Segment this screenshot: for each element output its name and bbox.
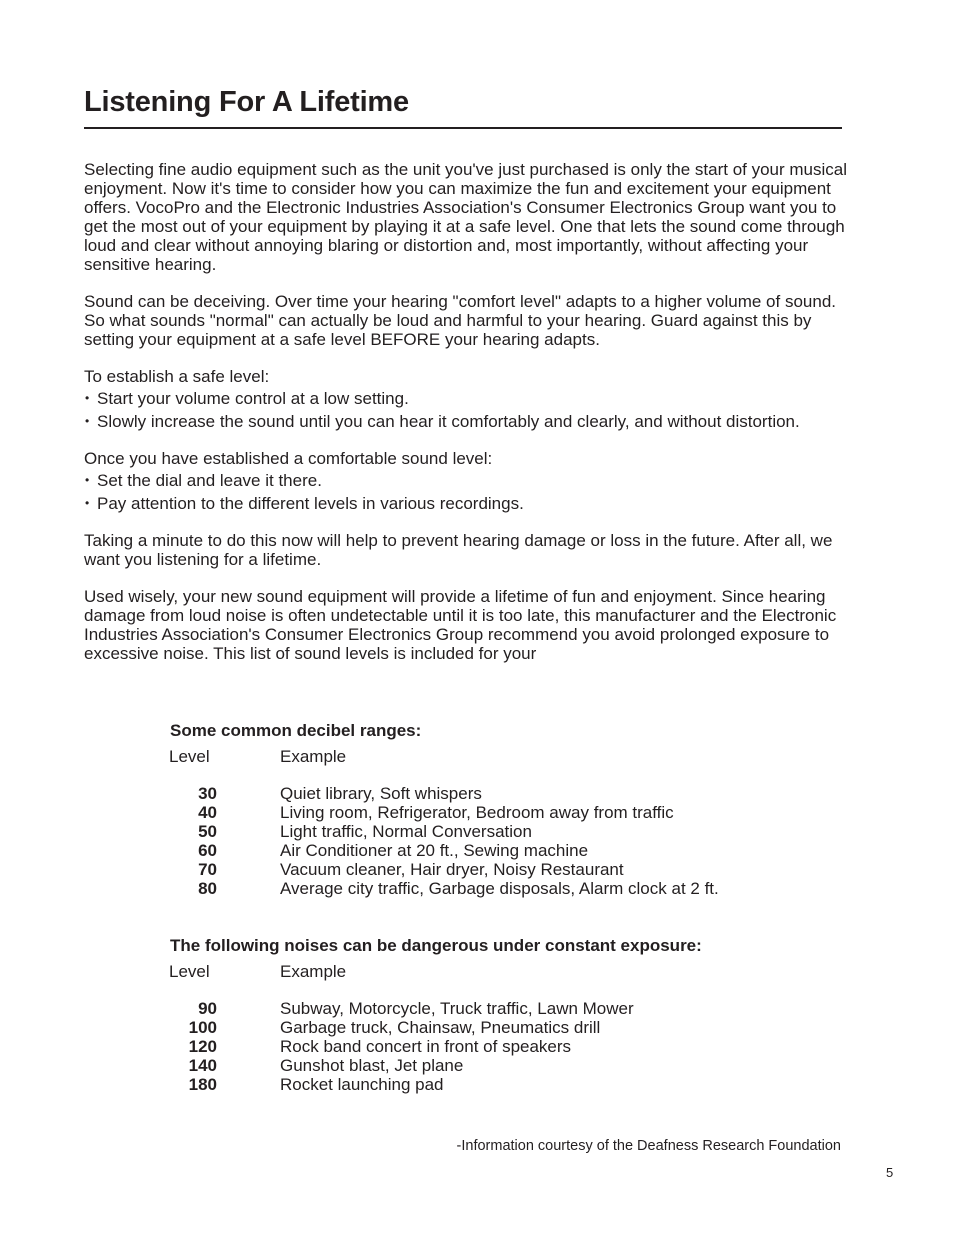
list-item: • Slowly increase the sound until you can hear it comfortably and clearly, and without distortion. <box>85 412 800 431</box>
safe-level-intro: To establish a safe level: <box>84 367 270 386</box>
section-heading: Some common decibel ranges: <box>170 721 422 740</box>
title-divider <box>84 127 842 129</box>
list-item: • Set the dial and leave it there. <box>85 471 322 490</box>
page-number: 5 <box>886 1165 894 1180</box>
decibel-example: Rock band concert in front of speakers <box>280 1037 572 1056</box>
comfortable-level-intro: Once you have established a comfortable sound level: <box>84 449 493 468</box>
dangerous-noises-section <box>169 935 809 1094</box>
decibel-example: Vacuum cleaner, Hair dryer, Noisy Restaurant <box>280 860 624 879</box>
table-row <box>169 1075 809 1094</box>
common-decibel-section <box>169 720 809 898</box>
paragraph-recommendation: Used wisely, your new sound equipment will provide a lifetime of fun and enjoyment. Since hearing damage from loud noise is often undetectable until it is too late, this manufacturer and the Electronic Industries Association's Consumer Electronics Group recommend you avoid prolonged exposure to excessive noise. This list of sound levels is included for your <box>84 587 837 663</box>
bullet-icon: • <box>85 496 90 510</box>
paragraph-intro: Selecting fine audio equipment such as the unit you've just purchased is only the start of your musical enjoyment. Now it's time to consider how you can maximize the fun and excitement your equipment offers. VocoPro and the Electronic Industries Association's Consumer Electronics Group want you to get the most out of your equipment by playing it at a safe level. One that lets the sound come through loud and clear without annoying blaring or distortion and, most importantly, without affecting your sensitive hearing. <box>84 160 848 274</box>
table-row <box>169 879 809 898</box>
column-headers <box>169 746 809 768</box>
source-credit: -Information courtesy of the Deafness Research Foundation <box>456 1138 841 1154</box>
level-column-header: Level <box>169 962 210 981</box>
decibel-example: Air Conditioner at 20 ft., Sewing machine <box>280 841 589 860</box>
decibel-level: 100 <box>188 1018 217 1037</box>
decibel-example: Subway, Motorcycle, Truck traffic, Lawn Mower <box>280 999 634 1018</box>
decibel-level: 30 <box>198 784 217 803</box>
comfortable-level-list <box>84 471 854 513</box>
decibel-example: Living room, Refrigerator, Bedroom away from traffic <box>280 803 674 822</box>
table-row <box>169 1056 809 1075</box>
section-heading: The following noises can be dangerous under constant exposure: <box>170 936 702 955</box>
bullet-icon: • <box>85 414 90 428</box>
paragraph-prevention: Taking a minute to do this now will help to prevent hearing damage or loss in the future. After all, we want you listening for a lifetime. <box>84 531 833 569</box>
list-item: • Pay attention to the different levels in various recordings. <box>85 494 524 513</box>
list-item: • Start your volume control at a low setting. <box>85 389 409 408</box>
level-column-header: Level <box>169 747 210 766</box>
decibel-level: 90 <box>198 999 217 1018</box>
table-row <box>169 1037 809 1056</box>
decibel-level: 70 <box>198 860 217 879</box>
decibel-example: Garbage truck, Chainsaw, Pneumatics drill <box>280 1018 601 1037</box>
table-row <box>169 1018 809 1037</box>
column-headers <box>169 961 809 983</box>
decibel-level: 180 <box>188 1075 217 1094</box>
decibel-level: 40 <box>198 803 217 822</box>
bullet-icon: • <box>85 473 90 487</box>
decibel-example: Light traffic, Normal Conversation <box>280 822 532 841</box>
table-row <box>169 803 809 822</box>
decibel-level: 140 <box>188 1056 217 1075</box>
decibel-level: 50 <box>198 822 217 841</box>
example-column-header: Example <box>280 747 347 766</box>
safe-level-list <box>84 389 854 431</box>
table-row <box>169 860 809 879</box>
decibel-example: Average city traffic, Garbage disposals, Alarm clock at 2 ft. <box>280 879 719 898</box>
body-text <box>84 160 854 681</box>
table-row <box>169 784 809 803</box>
decibel-level: 120 <box>188 1037 217 1056</box>
decibel-level: 80 <box>198 879 217 898</box>
bullet-icon: • <box>85 391 90 405</box>
table-row <box>169 999 809 1018</box>
example-column-header: Example <box>280 962 347 981</box>
paragraph-comfort-level: Sound can be deceiving. Over time your hearing "comfort level" adapts to a higher volume of sound. So what sounds "normal" can actually be loud and harmful to your hearing. Guard against this by setting your equipment at a safe level BEFORE your hearing adapts. <box>84 292 836 349</box>
decibel-level: 60 <box>198 841 217 860</box>
table-row <box>169 841 809 860</box>
decibel-example: Quiet library, Soft whispers <box>280 784 482 803</box>
page-title: Listening For A Lifetime <box>84 86 409 118</box>
decibel-example: Rocket launching pad <box>280 1075 444 1094</box>
table-row <box>169 822 809 841</box>
decibel-example: Gunshot blast, Jet plane <box>280 1056 464 1075</box>
